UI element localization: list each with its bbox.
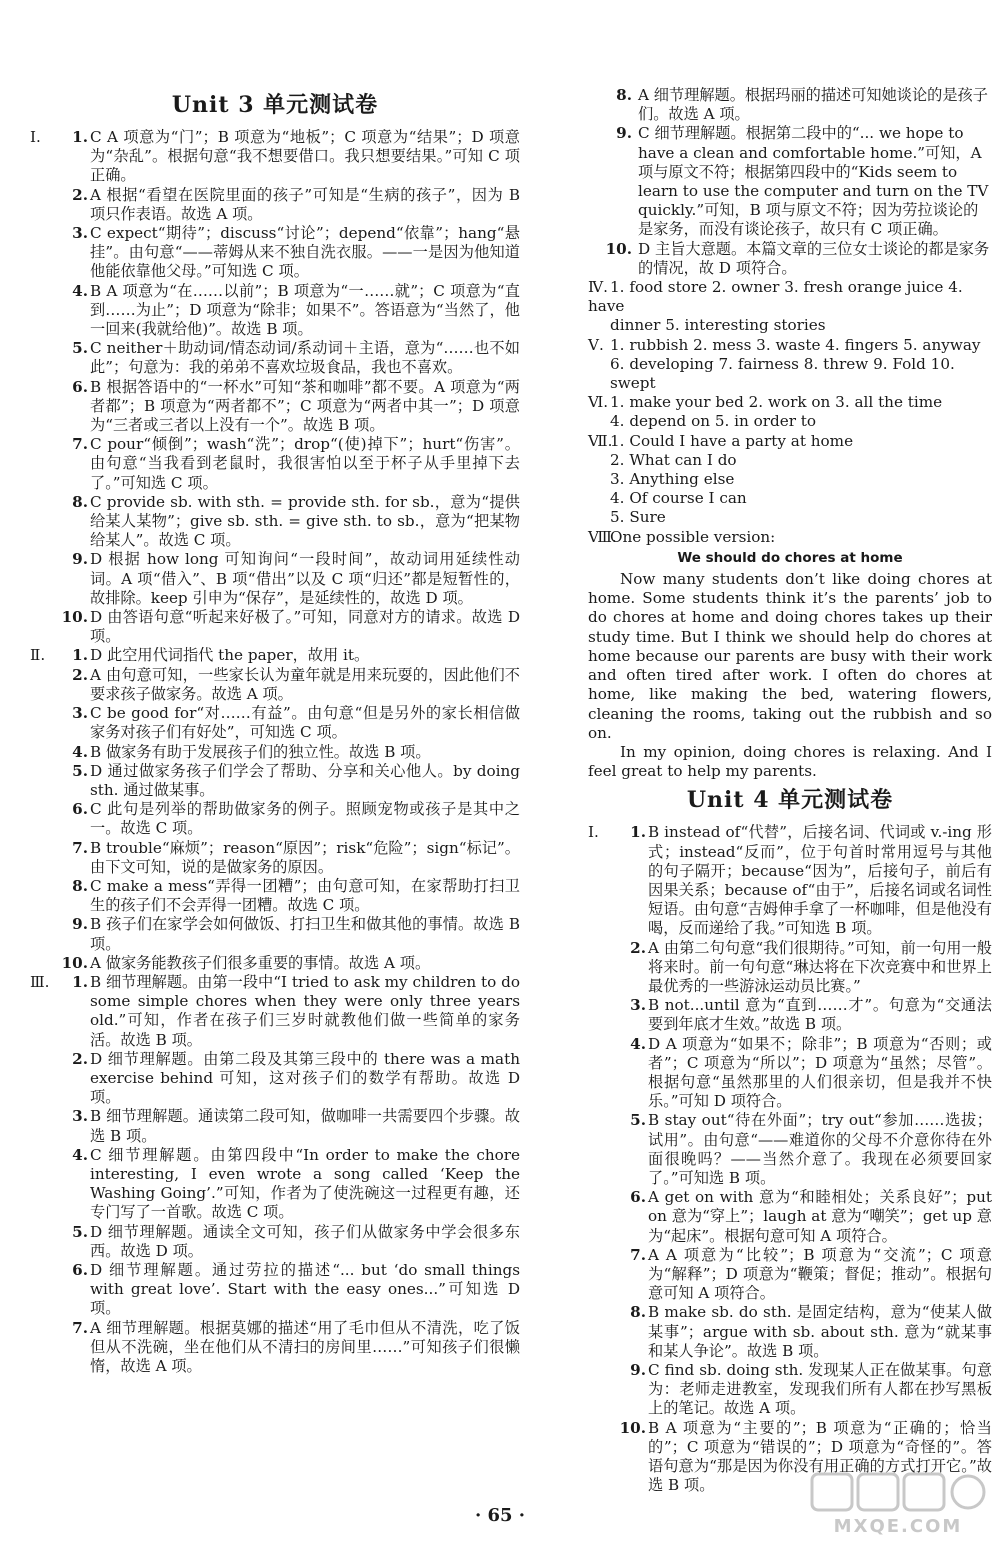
question-number: 2. [72,1049,88,1068]
answer-item [588,1111,992,1188]
question-number: 1. [630,823,646,842]
answer-item [30,1050,520,1108]
question-number: 5. [72,339,88,358]
answer-text: C be good for“对……有益”。由句意“但是另外的家长相信做家务对孩子们有好处”，可知选 C 项。 [90,704,520,742]
answer-text: B stay out“待在外面”；try out“参加……选拔；试用”。由句意“——难道你的父母不介意你待在外面很晚吗？——当然介意了。我现在必须要回家了。”可知选 B 项。 [648,1111,992,1187]
answer-item [30,800,520,838]
right-column [588,86,992,1495]
section-label: Ⅱ. [30,646,46,665]
section-5 [588,336,992,355]
answer-text: A 根据“看望在医院里面的孩子”可知是“生病的孩子”，因为 B 项只作表语。故选 A 项。 [90,185,520,223]
question-number: 6. [630,1188,646,1207]
question-number: 2. [72,185,88,204]
essay-paragraph: Now many students don’t like doing chores at home. Some students think it’s the parents’ job to do chores at home and doing chores takes up their study time. But I think we should help do chores at home because our parents are busy with their work and often tired after work. I often do chores at home, like making the bed, watering flowers, cleaning the rooms, taking out the rubbish and so on. [588,570,992,742]
question-number: 9. [616,124,632,143]
answer-item [588,124,992,239]
question-number: 9. [630,1361,646,1379]
section-label: Ⅰ. [30,128,41,146]
section-label: Ⅶ. [588,431,613,450]
answer-item [588,1035,992,1112]
answer-text: D 细节理解题。由第二段及其第三段中的 there was a math exercise behind 可知，这对孩子们的数学有帮助。故选 D 项。 [90,1049,520,1107]
answer-line: 6. developing 7. fairness 8. threw 9. Fold 10. swept [610,354,955,393]
question-number: 1. [72,128,88,146]
answer-line: 2. What can I do [610,450,737,469]
answer-text: D 主旨大意题。本篇文章的三位女士谈论的都是家务的情况，故 D 项符合。 [638,239,990,277]
question-number: 5. [72,761,88,780]
answer-line: 5. Sure [610,508,666,527]
answer-item [30,608,520,646]
answer-item [588,1361,992,1419]
answer-item [588,1303,992,1361]
answer-line: 4. depend on 5. in order to [610,412,817,431]
question-number: 6. [72,800,88,819]
answer-text: B 孩子们在家学会如何做饭、打扫卫生和做其他的事情。故选 B 项。 [90,915,520,953]
answer-item [588,240,992,278]
section-label: Ⅷ. [588,527,617,546]
answer-text: B 根据答语中的“一杯水”可知“茶和咖啡”都不要。A 项意为“两者都”；B 项意为“两者都不”；C 项意为“两者中其一”；D 项意为“三者或三者以上没有一个”。故选 B 项。 [90,377,520,435]
section-label: Ⅳ. [588,278,609,297]
answer-text: D 此空用代词指代 the paper，故用 it。 [90,646,370,665]
answer-item [30,339,520,377]
answer-text: B trouble“麻烦”；reason“原因”；risk“危险”；sign“标记”。由下文可知，说的是做家务的原因。 [90,838,520,876]
question-number: 8. [72,876,88,895]
answer-text: A 由句意可知，一些家长认为童年就是用来玩耍的，因此他们不要求孩子做家务。故选 A 项。 [90,665,520,703]
answer-text: B A 项意为“主要的”；B 项意为“正确的；恰当的”；C 项意为“错误的”；D 项意为“奇怪的”。答语句意为“那是因为你没有用正确的方式打开它。”故选 B 项。 [648,1418,992,1495]
question-number: 8. [630,1303,646,1322]
answer-text: C expect“期待”；discuss“讨论”；depend“依靠”；hang“悬挂”。由句意“——蒂姆从来不独自洗衣服。——一是因为他知道他能依靠他父母。”可知选 C 项。 [90,224,520,281]
svg-text:MXQE.COM: MXQE.COM [833,1516,963,1537]
question-number: 9. [72,550,88,569]
question-number: 8. [72,492,88,511]
section-8 [588,528,992,547]
section-6 [588,393,992,412]
answer-text: D A 项意为“如果不；除非”；B 项意为“否则；或者”；C 项意为“所以”；D 项意为“虽然；尽管”。根据句意“虽然那里的人们很亲切，但是我并不快乐。”可知 D 项符合。 [648,1034,992,1111]
answer-text: A 做家务能教孩子们很多重要的事情。故选 A 项。 [90,953,431,972]
answer-line: dinner 5. interesting stories [610,316,826,335]
question-number: 2. [72,665,88,684]
question-number: 4. [72,742,88,761]
answer-item [588,86,992,124]
answer-line: 1. rubbish 2. mess 3. waste 4. fingers 5. anyway [610,335,981,354]
section-label: Ⅲ. [30,972,50,991]
answer-text: C provide sb. with sth. = provide sth. for sb.，意为“提供给某人某物”；give sb. sth. = give sth. to sb.，意为“把某物给某人”。故选 C 项。 [90,492,520,550]
answer-item [30,954,520,973]
question-number: 6. [72,1260,88,1279]
section-4 [588,278,992,316]
answer-text: B 做家务有助于发展孩子们的独立性。故选 B 项。 [90,742,431,761]
answer-text: D 由答语句意“听起来好极了。”可知，同意对方的请求。故选 D 项。 [90,608,520,646]
question-number: 10. [61,608,88,627]
answer-item [30,973,520,1050]
question-number: 10. [619,1418,646,1437]
question-number: 8. [616,86,632,104]
answer-text: C 细节理解题。根据第二段中的“... we hope to have a clean and comfortable home.”可知，A 项与原文不符；根据第四段中的“Kids seem to learn to use the computer and turn on the TV quickly.”可知，B 项与原文不符；因为劳拉谈论的是家务，而没有谈论孩子，故只有 C 项正确。 [638,124,989,239]
answer-text: C neither＋助动词/情态动词/系动词＋主语，意为“……也不如此”；句意为：我的弟弟不喜欢垃圾食品，我也不喜欢。 [90,339,520,377]
left-column [30,86,520,1376]
question-number: 5. [630,1111,646,1130]
answer-line: 1. food store 2. owner 3. fresh orange juice 4. have [588,278,963,316]
unit3-answer-list [30,128,520,1376]
section-label: Ⅴ. [588,335,604,354]
answer-line: 1. Could I have a party at home [610,431,854,450]
answer-item [30,1107,520,1145]
question-number: 10. [61,953,88,972]
answer-item [588,939,992,997]
answer-item [588,1246,992,1304]
answer-item [30,646,520,665]
answer-text: A A 项意为“比较”；B 项意为“交流”；C 项意为“解释”；D 项意为“鞭策；督促；推动”。根据句意可知 A 项符合。 [648,1245,992,1303]
question-number: 4. [72,1145,88,1164]
unit3-answer-list-continued [588,86,992,278]
answer-text: C 此句是列举的帮助做家务的例子。照顾宠物或孩子是其中之一。故选 C 项。 [90,800,520,838]
question-number: 3. [72,704,88,723]
answer-item [588,1188,992,1246]
unit4-answer-list [588,823,992,1495]
section-label: Ⅰ. [588,823,599,842]
answer-text: A 细节理解题。根据玛丽的描述可知她谈论的是孩子们。故选 A 项。 [638,86,988,124]
question-number: 10. [605,239,632,258]
answer-item [30,666,520,704]
answer-item [30,743,520,762]
answer-item [30,1223,520,1261]
answer-item [30,839,520,877]
answer-item [30,435,520,493]
question-number: 9. [72,915,88,934]
answer-item [30,1319,520,1377]
section-intro: One possible version: [610,527,776,546]
answer-item [30,282,520,340]
answer-text: B make sb. do sth. 是固定结构，意为“使某人做某事”；argue with sb. about sth. 意为“就某事和某人争论”。故选 B 项。 [648,1303,992,1360]
answer-item [30,493,520,551]
answer-text: C 细节理解题。由第四段中“In order to make the chore interesting, I even wrote a song called ‘Keep the Washing Going’.”可知，作者为了使洗碗这一过程更有趣，还专门写了一首歌。故选 C 项。 [90,1145,520,1222]
answer-text: D 通过做家务孩子们学会了帮助、分享和关心他人。by doing sth. 通过做某事。 [90,761,520,799]
answer-line: 1. make your bed 2. work on 3. all the time [610,393,943,412]
answer-item [30,915,520,953]
answer-line: 3. Anything else [610,470,735,489]
question-number: 7. [72,1318,88,1337]
answer-text: B 细节理解题。由第一段中“I tried to ask my children to do some simple chores when they were only three years old.”可知，作者在孩子们三岁时就教他们做一些简单的家务活。故选 B 项。 [90,972,520,1049]
answer-item [30,877,520,915]
question-number: 5. [72,1222,88,1241]
answer-item [588,996,992,1034]
answer-line: 4. Of course I can [610,489,747,508]
answer-item [30,224,520,282]
answer-text: D 细节理解题。通读全文可知，孩子们从做家务中学会很多东西。故选 D 项。 [90,1222,520,1260]
answer-text: C make a mess“弄得一团糟”；由句意可知，在家帮助打扫卫生的孩子们不会弄得一团糟。故选 C 项。 [90,876,520,915]
answer-text: D 细节理解题。通过劳拉的描述“... but ‘do small things with great love’. Start with the easy ones...”可知选 D 项。 [90,1260,520,1318]
answer-text: A get on with 意为“和睦相处；关系良好”；put on 意为“穿上”；laugh at 意为“嘲笑”；get up 意为“起床”。根据句意可知 A 项符合。 [648,1188,992,1245]
answer-text: B not...until 意为“直到……才”。句意为“交通法要到年底才生效。”故选 B 项。 [648,996,992,1034]
answer-item [30,550,520,608]
essay-title: We should do chores at home [677,549,903,566]
question-number: 7. [630,1245,646,1264]
section-label: Ⅵ. [588,393,609,412]
question-number: 3. [72,224,88,243]
answer-text: D 根据 how long 可知询问“一段时间”，故动词用延续性动词。A 项“借入”、B 项“借出”以及 C 项“归还”都是短暂性的，故排除。keep 引申为“保存”，是延续性的，故选 D 项。 [90,550,520,607]
answer-text: B A 项意为“在……以前”；B 项意为“一……就”；C 项意为“直到……为止”；D 项意为“除非；如果不”。答语意为“当然了，他一回来(我就给他)”。故选 B 项。 [90,281,520,339]
answer-item [30,186,520,224]
answer-item [30,378,520,436]
answer-text: C pour“倾倒”；wash“洗”；drop“(使)掉下”；hurt“伤害”。由句意“当我看到老鼠时，我很害怕以至于杯子从手里掉下去了。”可知选 C 项。 [90,435,520,492]
answer-text: A 细节理解题。根据莫娜的描述“用了毛巾但从不清洗，吃了饭但从不洗碗，坐在他们从不清扫的房间里……”可知孩子们很懒惰，故选 A 项。 [90,1318,520,1375]
answer-item [30,704,520,742]
answer-text: A 由第二句句意“我们很期待。”可知，前一句用一般将来时。前一句句意“琳达将在下次竞赛中和世界上最优秀的一些游泳运动员比赛。” [648,938,992,995]
section-7 [588,432,992,451]
question-number: 7. [72,838,88,857]
question-number: 7. [72,435,88,454]
watermark-logo [808,1470,988,1538]
unit3-title: Unit 3 单元测试卷 [171,92,379,118]
question-number: 4. [72,281,88,300]
answer-item [30,1146,520,1223]
answer-item [30,1261,520,1319]
question-number: 3. [72,1107,88,1126]
answer-text: C find sb. doing sth. 发现某人正在做某事。句意为：老师走进教室，发现我们所有人都在抄写黑板上的笔记。故选 A 项。 [648,1361,992,1418]
question-number: 6. [72,377,88,396]
essay-paragraph: In my opinion, doing chores is relaxing. And I feel great to help my parents. [588,742,992,781]
question-number: 2. [630,938,646,957]
answer-item [30,762,520,800]
answer-text: B 细节理解题。通读第二段可知，做咖啡一共需要四个步骤。故选 B 项。 [90,1107,520,1145]
answer-item [30,128,520,186]
answer-text: B instead of“代替”，后接名词、代词或 v.-ing 形式；instead“反而”，位于句首时常用逗号与其他的句子隔开；because“因为”，后接句子，前后有因果关系；because of“由于”，后接名词或名词性短语。由句意“吉姆伸手拿了一杯咖啡，但是他没有喝，反而递给了我。”可知选 B 项。 [648,823,992,938]
page-number: · 65 · [474,1505,526,1526]
question-number: 4. [630,1034,646,1053]
question-number: 1. [72,646,88,665]
unit4-title: Unit 4 单元测试卷 [686,787,894,814]
question-number: 3. [630,996,646,1015]
answer-item [588,823,992,938]
question-number: 1. [72,972,88,991]
answer-text: C A 项意为“门”；B 项意为“地板”；C 项意为“结果”；D 项意为“杂乱”。根据句意“我不想要借口。我只想要结果。”可知 C 项正确。 [90,128,520,185]
